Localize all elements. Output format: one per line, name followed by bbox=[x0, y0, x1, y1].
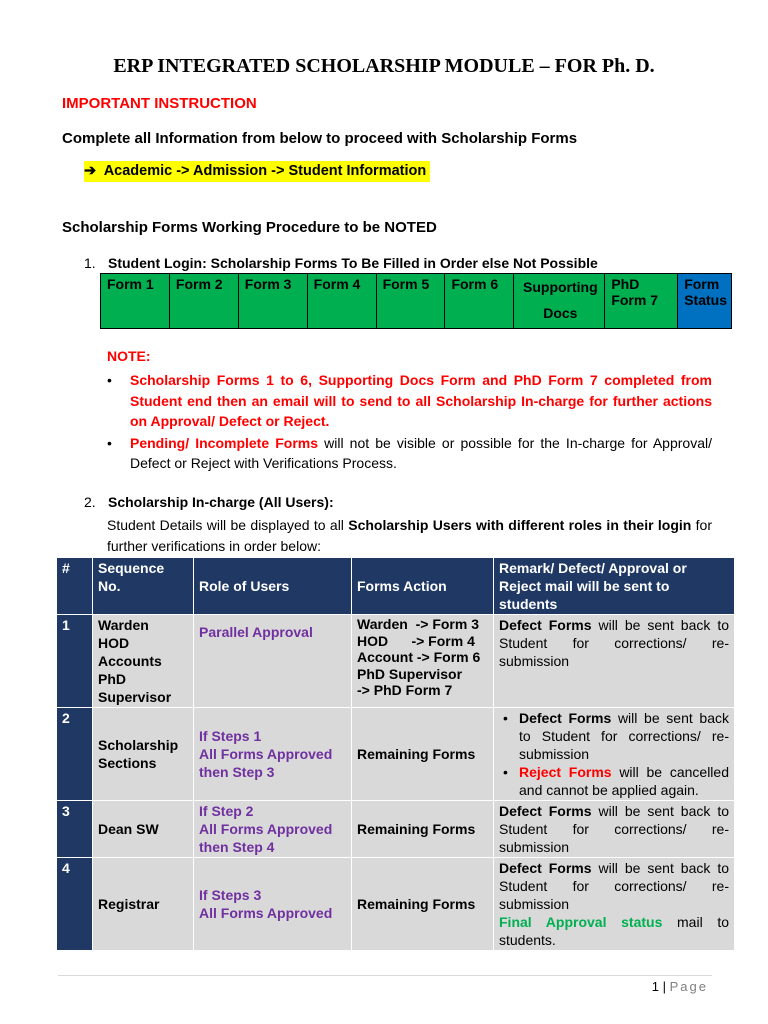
final-approval-label: Final Approval status bbox=[499, 914, 663, 930]
role-cell bbox=[194, 801, 352, 858]
action-line: Account -> Form 6 bbox=[357, 649, 481, 665]
header-cell: Sequence No. bbox=[93, 558, 194, 615]
sequence-cell bbox=[93, 801, 194, 858]
arrow-right-icon: ➔ bbox=[84, 163, 97, 179]
reject-forms-text: will be cancelled and cannot be applied again. bbox=[519, 764, 729, 798]
row-number: 2 bbox=[57, 708, 93, 801]
defect-forms-label: Defect Forms bbox=[499, 860, 592, 876]
role-line: If Step 2 bbox=[199, 803, 254, 819]
defect-forms-text: will be sent back to Student for corrections/ re-submission bbox=[519, 710, 730, 762]
important-instruction-heading: IMPORTANT INSTRUCTION bbox=[62, 95, 257, 112]
bullet-icon: • bbox=[107, 434, 112, 451]
table-row bbox=[57, 615, 735, 708]
header-cell: Role of Users bbox=[194, 558, 352, 615]
row-number: 1 bbox=[57, 615, 93, 708]
document-title: ERP INTEGRATED SCHOLARSHIP MODULE – FOR Ph. D. bbox=[113, 55, 655, 77]
details-text: for further verifications in order below: bbox=[107, 517, 712, 554]
action-line: Warden -> Form 3 bbox=[357, 616, 480, 632]
remark-cell bbox=[494, 858, 735, 951]
form-cell: Supporting Docs bbox=[514, 274, 605, 329]
defect-forms-text: will be sent back to Student for corrections/ re-submission bbox=[499, 803, 730, 855]
remark-bullet bbox=[499, 709, 729, 763]
approval-workflow-table bbox=[56, 557, 735, 951]
form-cell: Form 5 bbox=[376, 274, 445, 329]
sequence-line: Dean SW bbox=[98, 821, 159, 837]
note-label: NOTE: bbox=[107, 348, 151, 364]
bullet-highlight: Pending/ Incomplete Forms bbox=[130, 434, 319, 451]
action-cell bbox=[352, 801, 494, 858]
action-line: -> PhD Form 7 bbox=[357, 682, 453, 698]
bullet-icon: • bbox=[107, 372, 112, 388]
sequence-cell bbox=[93, 615, 194, 708]
defect-forms-label: Defect Forms bbox=[519, 710, 612, 726]
sequence-line: Warden bbox=[98, 617, 149, 633]
procedure-heading: Scholarship Forms Working Procedure to be NOTED bbox=[62, 219, 437, 236]
form-status-cell: Form Status bbox=[678, 274, 732, 329]
action-line: Remaining Forms bbox=[357, 821, 476, 837]
action-line: Remaining Forms bbox=[357, 896, 476, 912]
form-cell: Form 3 bbox=[238, 274, 307, 329]
sequence-line: Registrar bbox=[98, 896, 160, 912]
table-row bbox=[57, 801, 735, 858]
page-label: Page bbox=[669, 979, 708, 994]
defect-forms-label: Defect Forms bbox=[499, 617, 592, 633]
remark-cell bbox=[494, 801, 735, 858]
row-number: 4 bbox=[57, 858, 93, 951]
navigation-path-highlight bbox=[84, 161, 430, 182]
details-bold-text: Scholarship Users with different roles in their login bbox=[348, 517, 692, 533]
role-line: then Step 3 bbox=[199, 764, 275, 780]
navigation-path-text: Academic -> Admission -> Student Information bbox=[103, 163, 427, 179]
remark-cell bbox=[494, 615, 735, 708]
role-cell bbox=[194, 708, 352, 801]
row-number: 3 bbox=[57, 801, 93, 858]
student-details-paragraph bbox=[107, 515, 712, 557]
note-bullets bbox=[107, 370, 712, 475]
header-cell: # bbox=[57, 558, 93, 615]
bullet-icon: • bbox=[503, 710, 508, 726]
role-line: then Step 4 bbox=[199, 839, 275, 855]
table-header-row bbox=[57, 558, 735, 615]
page-footer bbox=[652, 979, 708, 994]
action-line: HOD -> Form 4 bbox=[357, 632, 475, 649]
sequence-line: Supervisor bbox=[98, 689, 172, 705]
form-sequence-table bbox=[100, 273, 732, 329]
sequence-line: Accounts bbox=[98, 653, 162, 669]
sequence-line: HOD bbox=[98, 635, 130, 651]
role-cell bbox=[194, 858, 352, 951]
header-cell: Remark/ Defect/ Approval or Reject mail will be sent to students bbox=[494, 558, 735, 615]
defect-forms-label: Defect Forms bbox=[499, 803, 592, 819]
action-cell bbox=[352, 615, 494, 708]
bullet-icon: • bbox=[503, 764, 508, 780]
role-line: All Forms Approved bbox=[199, 821, 333, 837]
sequence-line: Scholarship bbox=[98, 737, 179, 753]
sequence-cell bbox=[93, 858, 194, 951]
defect-forms-text: will be sent back to Student for corrections/ re-submission bbox=[499, 860, 730, 912]
step-1-text: Student Login: Scholarship Forms To Be Filled in Order else Not Possible bbox=[108, 255, 598, 271]
bullet-item bbox=[107, 433, 712, 474]
action-line: PhD Supervisor bbox=[357, 665, 463, 682]
role-line: If Steps 1 bbox=[199, 728, 262, 744]
role-cell bbox=[194, 615, 352, 708]
step-number: 2. bbox=[84, 494, 96, 510]
form-cell: Form 2 bbox=[169, 274, 238, 329]
remark-bullet bbox=[499, 763, 729, 799]
role-line: If Steps 3 bbox=[199, 887, 262, 903]
form-cell: Form 1 bbox=[101, 274, 170, 329]
bullet-text: will not be visible or possible for the In-charge for Approval/ Defect or Reject with Verifications Process. bbox=[130, 434, 712, 471]
details-text: Student Details will be displayed to all bbox=[107, 517, 349, 533]
reject-forms-label: Reject Forms bbox=[519, 764, 612, 780]
action-cell bbox=[352, 708, 494, 801]
footer-divider bbox=[58, 975, 712, 976]
final-approval-text: mail to students. bbox=[499, 914, 729, 948]
page-separator: | bbox=[659, 979, 670, 994]
page-number: 1 bbox=[651, 979, 660, 994]
table-row bbox=[57, 708, 735, 801]
bullet-item bbox=[107, 370, 712, 432]
form-cell: Form 6 bbox=[445, 274, 514, 329]
action-cell bbox=[352, 858, 494, 951]
step-2-text: Scholarship In-charge (All Users): bbox=[108, 494, 334, 510]
complete-info-instruction: Complete all Information from below to proceed with Scholarship Forms bbox=[62, 130, 578, 147]
role-line: All Forms Approved bbox=[199, 905, 333, 921]
role-line: Parallel Approval bbox=[199, 624, 313, 640]
sequence-line: Sections bbox=[98, 755, 157, 771]
step-number: 1. bbox=[84, 255, 96, 271]
bullet-text: Scholarship Forms 1 to 6, Supporting Docs Form and PhD Form 7 completed from Student end then an email will to send to all Scholarship In-charge for further actions on Approval/ Defect or Reject. bbox=[130, 372, 712, 429]
table-row bbox=[57, 858, 735, 951]
sequence-cell bbox=[93, 708, 194, 801]
action-line: Remaining Forms bbox=[357, 746, 476, 762]
remark-cell bbox=[494, 708, 735, 801]
role-line: All Forms Approved bbox=[199, 746, 333, 762]
defect-forms-text: will be sent back to Student for corrections/ re-submission bbox=[499, 617, 730, 669]
step-2 bbox=[84, 494, 334, 510]
step-1 bbox=[84, 255, 598, 271]
sequence-line: PhD bbox=[98, 671, 126, 687]
form-cell: PhD Form 7 bbox=[605, 274, 678, 329]
header-cell: Forms Action bbox=[352, 558, 494, 615]
form-cell: Form 4 bbox=[307, 274, 376, 329]
